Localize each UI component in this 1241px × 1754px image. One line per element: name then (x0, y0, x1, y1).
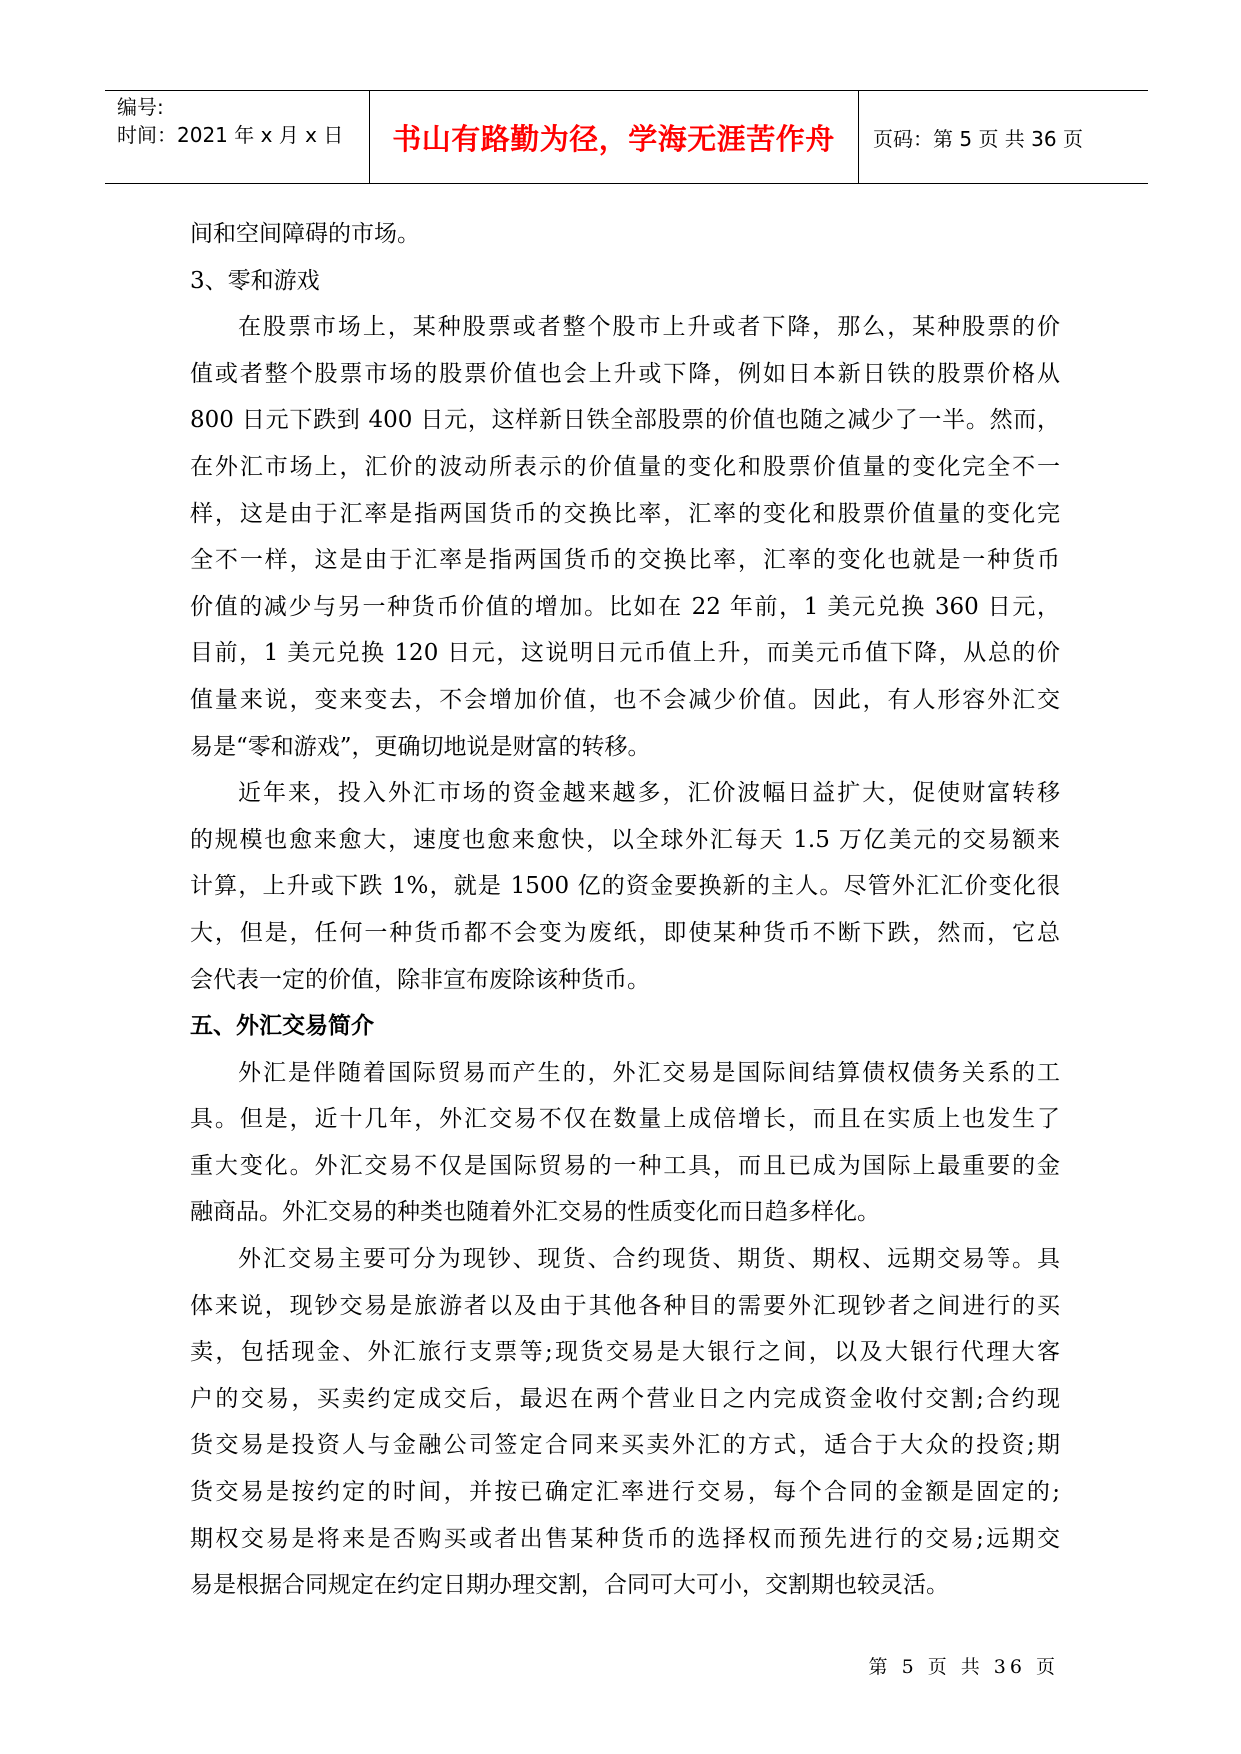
text-line: 在外汇市场上，汇价的波动所表示的价值量的变化和股票价值量的变化完全不一 (190, 453, 1060, 480)
document-number-label: 编号: (117, 95, 164, 119)
text-line: 户的交易，买卖约定成交后，最迟在两个营业日之内完成资金收付交割;合约现 (190, 1385, 1060, 1412)
text-line: 值量来说，变来变去，不会增加价值，也不会减少价值。因此，有人形容外汇交 (190, 686, 1060, 713)
section-heading: 五、外汇交易简介 (190, 1013, 374, 1040)
text-line: 易是根据合同规定在约定日期办理交割，合同可大可小，交割期也较灵活。 (190, 1572, 949, 1599)
header-motto: 书山有路勤为径，学海无涯苦作舟 (392, 121, 835, 156)
text-line: 外汇是伴随着国际贸易而产生的，外汇交易是国际间结算债权债务关系的工 (238, 1059, 1060, 1086)
text-line: 价值的减少与另一种货币价值的增加。比如在 22 年前，1 美元兑换 360 日元， (190, 593, 1060, 620)
text-line: 间和空间障碍的市场。 (190, 221, 420, 247)
text-line: 在股票市场上，某种股票或者整个股市上升或者下降，那么，某种股票的价 (238, 314, 1060, 341)
text-line: 近年来，投入外汇市场的资金越来越多，汇价波幅日益扩大，促使财富转移 (238, 780, 1060, 807)
text-line: 大，但是，任何一种货币都不会变为废纸，即使某种货币不断下跌，然而，它总 (190, 919, 1060, 946)
text-line: 易是“零和游戏”，更确切地说是财富的转移。 (190, 733, 651, 760)
header-meta (117, 93, 343, 149)
text-line: 样，这是由于汇率是指两国货币的交换比率，汇率的变化和股票价值量的变化完 (190, 500, 1060, 527)
subsection-heading: 3、零和游戏 (190, 267, 320, 294)
text-line: 重大变化。外汇交易不仅是国际贸易的一种工具，而且已成为国际上最重要的金 (190, 1152, 1060, 1179)
text-line: 货交易是投资人与金融公司签定合同来买卖外汇的方式，适合于大众的投资;期 (190, 1432, 1060, 1459)
page-footer: 第 5 页 共 36 页 (868, 1656, 1059, 1678)
document-time-label: 时间：2021 年 x 月 x 日 (117, 123, 344, 147)
text-line: 卖，包括现金、外汇旅行支票等;现货交易是大银行之间，以及大银行代理大客 (190, 1339, 1060, 1366)
header-page-label: 页码：第 5 页 共 36 页 (873, 126, 1083, 151)
text-line: 融商品。外汇交易的种类也随着外汇交易的性质变化而日趋多样化。 (190, 1199, 880, 1226)
text-line: 体来说，现钞交易是旅游者以及由于其他各种目的需要外汇现钞者之间进行的买 (190, 1292, 1060, 1319)
text-line: 值或者整个股票市场的股票价值也会上升或下降，例如日本新日铁的股票价格从 (190, 360, 1060, 387)
text-line: 计算，上升或下跌 1%，就是 1500 亿的资金要换新的主人。尽管外汇汇价变化很 (190, 873, 1060, 900)
text-line: 外汇交易主要可分为现钞、现货、合约现货、期货、期权、远期交易等。具 (238, 1246, 1060, 1273)
text-line: 具。但是，近十几年，外汇交易不仅在数量上成倍增长，而且在实质上也发生了 (190, 1106, 1060, 1133)
page-header (105, 90, 1148, 184)
text-line: 目前，1 美元兑换 120 日元，这说明日元币值上升，而美元币值下降，从总的价 (190, 640, 1060, 667)
text-line: 货交易是按约定的时间，并按已确定汇率进行交易，每个合同的金额是固定的; (190, 1479, 1060, 1506)
header-divider-right (858, 91, 859, 183)
document-body (190, 211, 1060, 1609)
text-line: 会代表一定的价值，除非宣布废除该种货币。 (190, 966, 650, 993)
text-line: 期权交易是将来是否购买或者出售某种货币的选择权而预先进行的交易;远期交 (190, 1525, 1060, 1552)
text-line: 全不一样，这是由于汇率是指两国货币的交换比率，汇率的变化也就是一种货币 (190, 547, 1060, 574)
text-line: 的规模也愈来愈大，速度也愈来愈快，以全球外汇每天 1.5 万亿美元的交易额来 (190, 826, 1060, 853)
text-line: 800 日元下跌到 400 日元，这样新日铁全部股票的价值也随之减少了一半。然而， (190, 407, 1060, 434)
